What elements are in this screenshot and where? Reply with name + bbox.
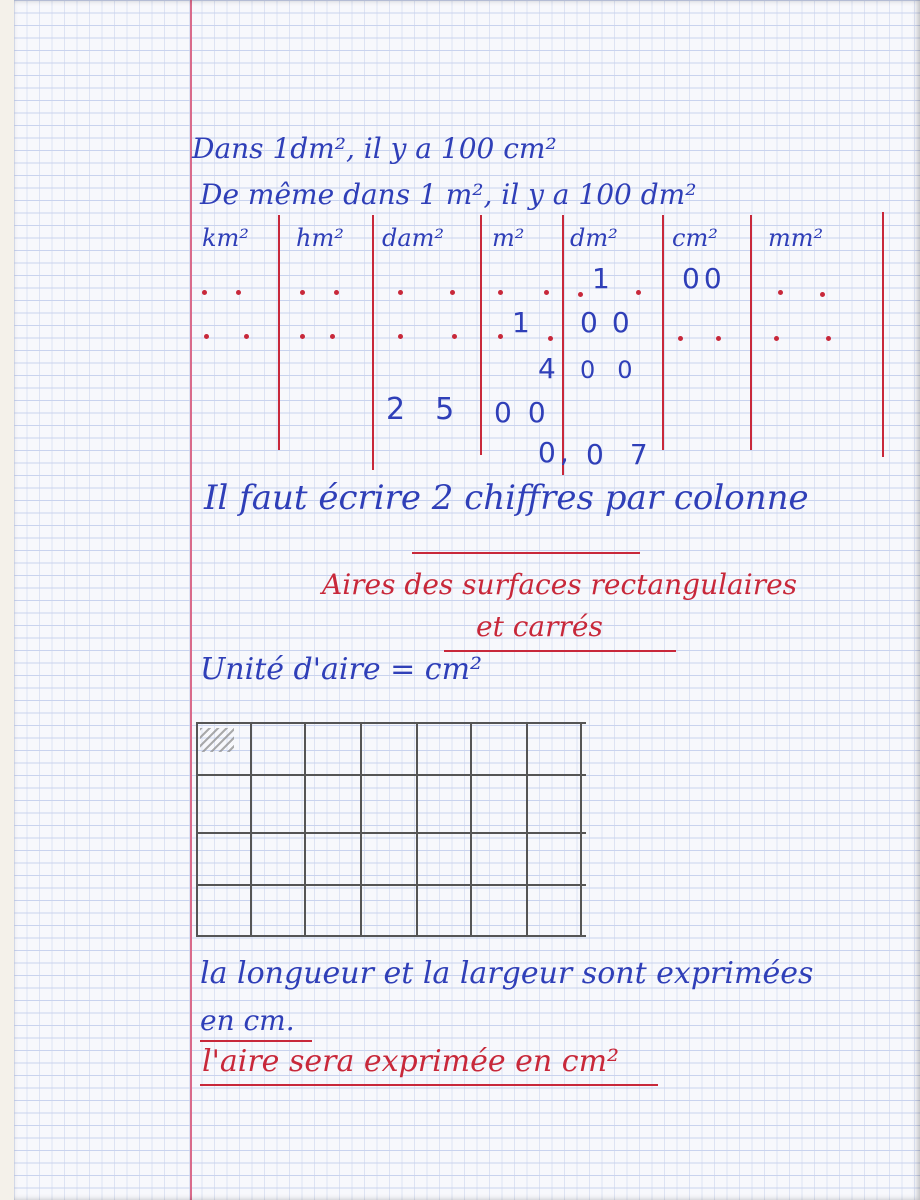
column-divider: [882, 212, 884, 457]
placeholder-dot: [778, 290, 783, 295]
unit-text: Unité d'aire = cm²: [200, 652, 483, 687]
header-dm2: dm²: [570, 224, 618, 252]
header-hm2: hm²: [296, 224, 344, 252]
placeholder-dot: [300, 290, 305, 295]
placeholder-dot: [826, 336, 831, 341]
placeholder-dot: [202, 290, 207, 295]
row3-m2: 4: [538, 352, 556, 385]
row3-dm2: 00: [580, 356, 655, 384]
placeholder-dot: [450, 290, 455, 295]
sentence-2: l'aire sera exprimée en cm²: [202, 1044, 620, 1079]
row4-dam2: 25: [386, 392, 485, 427]
row5-m2: 0,: [538, 436, 573, 469]
area-grid-drawing: [196, 722, 586, 937]
placeholder-dot: [398, 290, 403, 295]
placeholder-dot: [548, 336, 553, 341]
placeholder-dot: [678, 336, 683, 341]
row4-m2: 00: [494, 396, 562, 429]
placeholder-dot: [498, 290, 503, 295]
row2-dm2: 00: [580, 306, 644, 339]
header-cm2: cm²: [672, 224, 718, 252]
header-m2: m²: [492, 224, 525, 252]
row1-dm2: 1: [592, 262, 610, 295]
title-overline: [412, 552, 640, 554]
column-divider: [372, 215, 374, 470]
note-line-1: Dans 1dm², il y a 100 cm²: [192, 132, 557, 165]
placeholder-dot: [578, 292, 583, 297]
placeholder-dot: [636, 290, 641, 295]
placeholder-dot: [716, 336, 721, 341]
sentence-1b-underline: [200, 1040, 312, 1042]
column-divider: [278, 215, 280, 450]
header-dam2: dam²: [382, 224, 445, 252]
column-divider: [662, 215, 664, 450]
placeholder-dot: [334, 290, 339, 295]
row2-m2: 1: [512, 306, 530, 339]
notebook-binding: [0, 0, 15, 1200]
rule-text: Il faut écrire 2 chiffres par colonne: [204, 478, 809, 518]
placeholder-dot: [330, 334, 335, 339]
column-divider: [750, 215, 752, 450]
sentence-1b: en cm.: [200, 1004, 295, 1037]
header-mm2: mm²: [768, 224, 824, 252]
section-title-line1: Aires des surfaces rectangulaires: [322, 568, 798, 601]
sentence-1a: la longueur et la largeur sont exprimées: [200, 956, 814, 991]
placeholder-dot: [544, 290, 549, 295]
placeholder-dot: [398, 334, 403, 339]
placeholder-dot: [498, 334, 503, 339]
placeholder-dot: [452, 334, 457, 339]
placeholder-dot: [236, 290, 241, 295]
unit-square-hatch: [200, 728, 234, 752]
sentence-2-underline: [200, 1084, 658, 1086]
placeholder-dot: [300, 334, 305, 339]
placeholder-dot: [820, 292, 825, 297]
row5-dm2: 07: [586, 438, 674, 471]
row1-cm2: 00: [682, 262, 726, 295]
note-line-2: De même dans 1 m², il y a 100 dm²: [200, 178, 697, 211]
placeholder-dot: [204, 334, 209, 339]
section-title-line2: et carrés: [476, 610, 603, 643]
placeholder-dot: [774, 336, 779, 341]
header-km2: km²: [202, 224, 249, 252]
placeholder-dot: [244, 334, 249, 339]
